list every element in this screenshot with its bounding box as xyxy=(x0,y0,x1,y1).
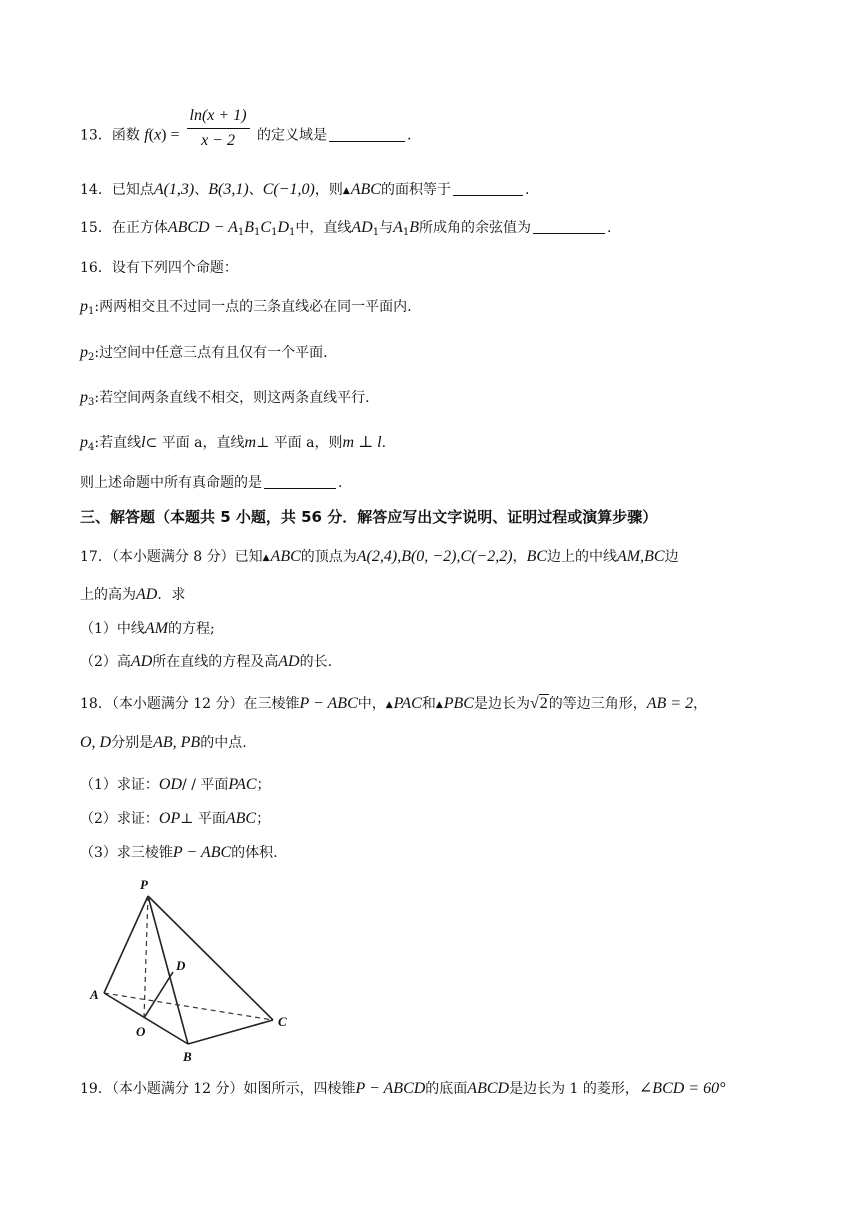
proposition-p1: $p_1$:两两相交且不过同一点的三条直线必在同一平面内. xyxy=(80,298,412,317)
question-19: 19．（本小题满分 12 分）如图所示，四棱锥P − ABCD的底面ABCD是边长为 1 的菱形，∠BCD = 60° xyxy=(80,1080,726,1097)
label-o: O xyxy=(136,1024,146,1039)
sqrt-expression: √2 xyxy=(529,695,548,712)
segment-op-hidden xyxy=(144,896,148,1018)
edge-pc xyxy=(148,896,273,1020)
fraction: $\frac{\ln(x + 1)}{x - 2}$ xyxy=(187,106,250,151)
edge-bc xyxy=(188,1020,273,1044)
label-a: A xyxy=(90,987,99,1002)
question-13: 13．函数 f(x) = $\frac{\ln(x + 1)}{x - 2}$ 的定义域是 . xyxy=(80,107,412,149)
question-17-line2: 上的高为AD．求 xyxy=(80,586,186,603)
edge-pa xyxy=(104,896,148,993)
question-17: 17．（本小题满分 8 分）已知▲ABC的顶点为A(2,4),B(0, −2),C(−2,2)，BC边上的中线AM,BC边 xyxy=(80,548,679,565)
label-c: C xyxy=(278,1014,287,1029)
segment-od xyxy=(144,972,173,1018)
question-17-part2: （2）高AD所在直线的方程及高AD的长. xyxy=(80,653,333,670)
proposition-p3: $p_3$:若空间两条直线不相交，则这两条直线平行. xyxy=(80,389,370,408)
triangle-icon: ▲ xyxy=(262,553,270,563)
question-18-part2: （2）求证：OP⊥ 平面ABC； xyxy=(80,810,271,827)
label-d: D xyxy=(176,958,186,973)
question-18-line2: O, D分别是AB, PB的中点. xyxy=(80,734,247,751)
proposition-p4: $p_4$:若直线l⊂ 平面 a，直线m⊥ 平面 a，则m ⊥ l. xyxy=(80,434,387,453)
label-b: B xyxy=(183,1049,192,1062)
edge-ac-hidden xyxy=(104,993,273,1020)
pyramid-figure xyxy=(86,872,296,1062)
section-title: 三、解答题（本题共 5 小题，共 56 分．解答应写出文字说明、证明过程或演算步骤） xyxy=(80,508,658,526)
triangle-icon: ▲ xyxy=(342,186,350,196)
question-15: 15．在正方体ABCD − $A_1B_1C_1D_1$中，直线$AD_1$与$A_1B$所成角的余弦值为 . xyxy=(80,219,612,238)
proposition-p2: $p_2$:过空间中任意三点有且仅有一个平面. xyxy=(80,344,328,363)
question-16-intro: 16．设有下列四个命题： xyxy=(80,260,238,276)
answer-blank xyxy=(453,181,523,196)
question-18: 18．（本小题满分 12 分）在三棱锥P − ABC中，▲PAC和▲PBC是边长为√2的等边三角形，AB = 2， xyxy=(80,695,708,712)
triangle-icon: ▲ xyxy=(435,700,443,710)
question-16-conclusion: 则上述命题中所有真命题的是 . xyxy=(80,475,343,491)
triangle-icon: ▲ xyxy=(385,700,393,710)
question-18-part1: （1）求证：OD/ / 平面PAC； xyxy=(80,776,271,793)
answer-blank xyxy=(329,127,405,142)
question-14: 14．已知点A(1,3)、B(3,1)、C(−1,0)，则▲ABC的面积等于 . xyxy=(80,181,530,198)
label-p: P xyxy=(140,877,148,892)
answer-blank xyxy=(264,474,336,489)
question-17-part1: （1）中线AM的方程; xyxy=(80,620,215,637)
question-18-part3: （3）求三棱锥P − ABC的体积. xyxy=(80,844,278,861)
answer-blank xyxy=(533,219,605,234)
edge-ab xyxy=(104,993,188,1044)
